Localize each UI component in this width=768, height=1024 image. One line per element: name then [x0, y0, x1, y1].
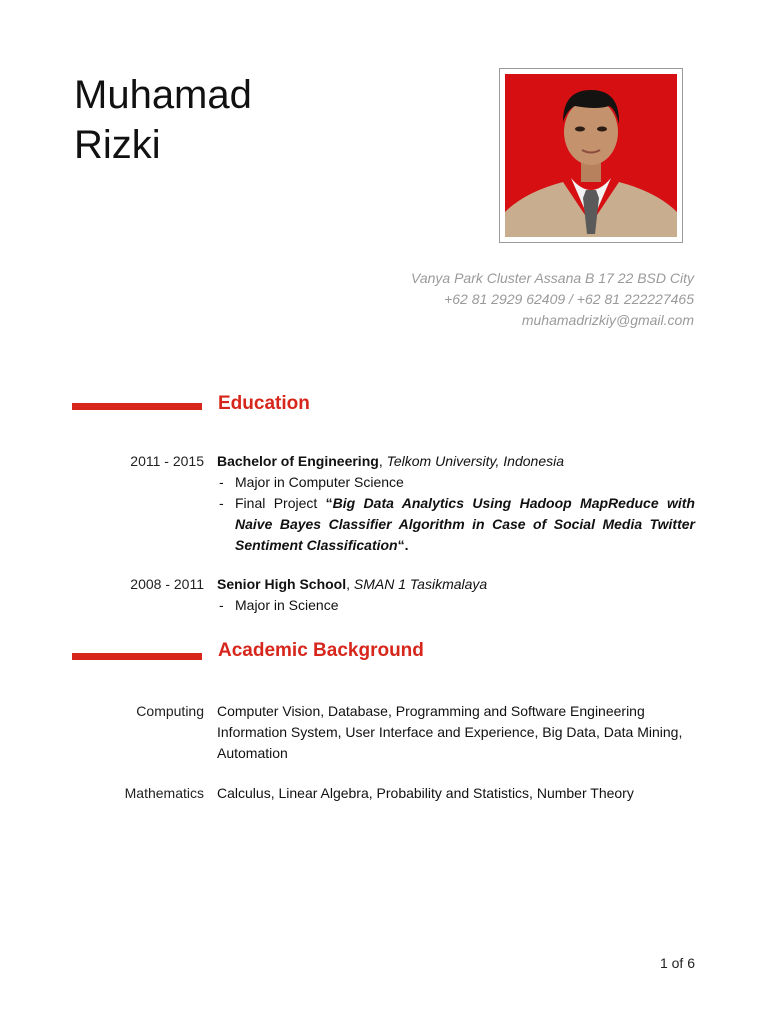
list-item: - Major in Computer Science: [219, 474, 404, 490]
applicant-name: [74, 70, 252, 170]
academic-text: Computer Vision, Database, Programming and Software Engineering Information System, User Interface and Experience, Big Data, Data Mining, Automation: [217, 703, 683, 761]
degree: Bachelor of Engineering: [217, 453, 379, 469]
profile-photo-frame: [499, 68, 683, 243]
contact-email: muhamadrizkiy@gmail.com: [521, 312, 694, 328]
contact-address: Vanya Park Cluster Assana B 17 22 BSD City: [411, 270, 694, 286]
institution: Telkom University, Indonesia: [386, 453, 565, 469]
page-number: 1 of 6: [659, 955, 695, 971]
list-item: - Final Project “Big Data Analytics Using Hadoop MapReduce with Naive Bayes Classifier Algorithm in Case of Social Media Twitter Sentiment Classification“.: [219, 495, 695, 553]
academic-label: Computing: [136, 703, 204, 719]
academic-divider-bar: [72, 653, 202, 660]
degree: Senior High School: [217, 576, 347, 592]
major: Major in Science: [235, 597, 339, 613]
contact-phone: +62 81 2929 62409 / +62 81 222227465: [444, 291, 694, 307]
last-name: Rizki: [74, 123, 161, 167]
final-project-title: Big Data Analytics Using Hadoop MapReduce with Naive Bayes Classifier Algorithm in Case of Social Media Twitter Sentiment Classification: [235, 495, 695, 553]
major: Major in Computer Science: [235, 474, 404, 490]
academic-heading: Academic Background: [218, 640, 424, 661]
academic-text: Calculus, Linear Algebra, Probability and Statistics, Number Theory: [217, 785, 634, 801]
first-name: Muhamad: [74, 73, 252, 117]
education-divider-bar: [72, 403, 202, 410]
portrait-illustration: [505, 74, 677, 237]
academic-label: Mathematics: [124, 785, 204, 801]
education-heading: Education: [218, 393, 310, 414]
institution: SMAN 1 Tasikmalaya: [353, 576, 488, 592]
list-item: - Major in Science: [219, 597, 339, 613]
contact-block: [411, 268, 694, 331]
profile-photo: [505, 74, 677, 237]
education-details: Bachelor of Engineering, Telkom University, Indonesia - Major in Computer Science - Final Project “Big Data Analytics Using Hadoop MapReduce with Naive Bayes Classifier Algorithm in Case of Social Media Twitter Sentiment Classification“.: [217, 451, 695, 556]
education-years: 2011 - 2015: [130, 453, 204, 469]
education-details: Senior High School, SMAN 1 Tasikmalaya - Major in Science: [217, 574, 695, 616]
education-years: 2008 - 2011: [130, 576, 204, 592]
